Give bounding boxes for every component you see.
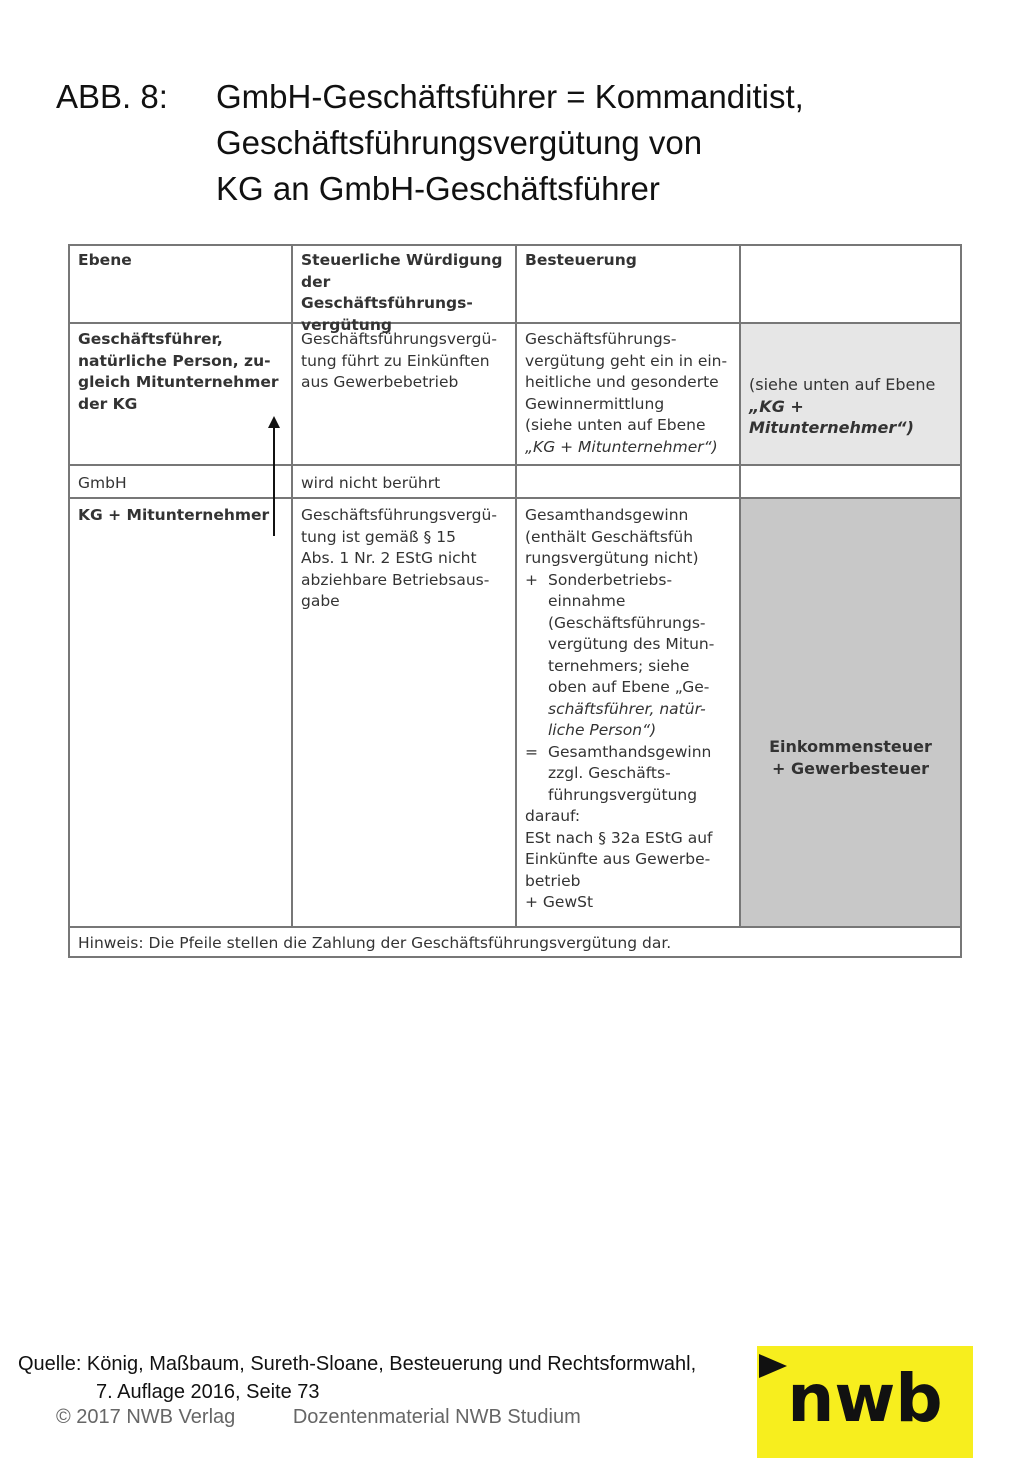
row1-ebene: Geschäftsführer, natürliche Person, zu- gleich Mitunternehmer der KG: [78, 330, 279, 413]
title-line-2: Geschäftsführungsvergütung von: [216, 124, 703, 161]
row2-wuerdigung: wird nicht berührt: [301, 474, 441, 492]
footer: [56, 1406, 633, 1429]
header-wuerdigung: Steuerliche Würdigung der Geschäftsführungs- vergütung: [301, 251, 503, 334]
taxation-table: [68, 244, 962, 958]
grid-line: [70, 322, 960, 324]
row1-besteuerung: Geschäftsführungs- vergütung geht ein in ein- heitliche und gesonderte Gewinnermittlung (siehe unten auf Ebene „KG + Mitunternehmer“): [525, 330, 728, 456]
title-line-3: KG an GmbH-Geschäftsführer: [216, 170, 660, 207]
row1-side: (siehe unten auf Ebene „KG + Mitunternehmer“): [749, 375, 936, 437]
grid-line: [70, 464, 960, 466]
header-ebene: Ebene: [78, 251, 132, 269]
row3-side: Einkommensteuer + Gewerbesteuer: [769, 737, 932, 778]
header-besteuerung: Besteuerung: [525, 251, 637, 269]
table-note: Hinweis: Die Pfeile stellen die Zahlung der Geschäftsführungsvergütung dar.: [78, 934, 672, 952]
copyright: © 2017 NWB Verlag: [56, 1406, 236, 1428]
material-label: Dozentenmaterial NWB Studium: [292, 1406, 581, 1428]
row2-ebene: GmbH: [78, 474, 127, 492]
grid-line: [70, 926, 960, 928]
source-citation: Quelle: König, Maßbaum, Sureth-Sloane, Besteuerung und Rechtsformwahl, 7. Auflage 2016, Seite 73: [18, 1353, 697, 1403]
shade-row3-side: [741, 499, 960, 926]
triangle-marker-icon: [759, 1354, 787, 1378]
figure-number: ABB. 8:: [56, 78, 168, 115]
row1-wuerdigung: Geschäftsführungsvergü- tung führt zu Einkünften aus Gewerbebetrieb: [301, 330, 497, 391]
nwb-logo: nwb: [757, 1346, 973, 1458]
title-line-1: GmbH-Geschäftsführer = Kommanditist,: [216, 78, 804, 115]
row3-besteuerung: Gesamthandsgewinn (enthält Geschäftsfüh rungsvergütung nicht) + Sonderbetriebs- einnahme (Geschäftsführungs- vergütung des Mitun- ternehmers; siehe oben auf Ebene „Ge- schäftsführer, natür- liche Person“) = Gesamthandsgewinn zzgl. Geschäfts- führungsvergütung darauf: ESt nach § 32a EStG auf Einkünfte aus Gewerbe- betrieb + GewSt: [525, 506, 715, 911]
payment-arrow-icon: [266, 414, 282, 538]
row3-wuerdigung: Geschäftsführungsvergü- tung ist gemäß § 15 Abs. 1 Nr. 2 EStG nicht abziehbare Betriebsaus- gabe: [301, 506, 497, 610]
row3-ebene: KG + Mitunternehmer: [78, 506, 270, 524]
grid-line: [739, 246, 741, 926]
